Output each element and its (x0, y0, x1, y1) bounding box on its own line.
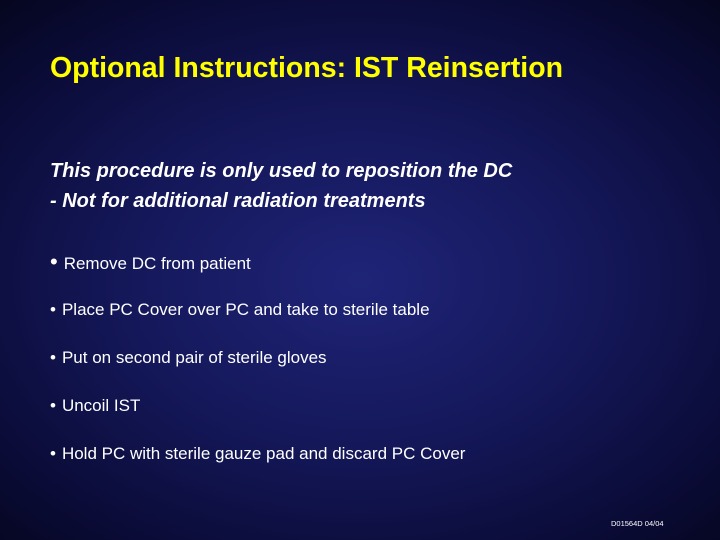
bullet-icon: • (50, 444, 56, 463)
bullet-icon: • (50, 348, 56, 367)
bullet-icon: • (50, 396, 56, 415)
bullet-text: Put on second pair of sterile gloves (61, 348, 327, 367)
bullet-text: Uncoil IST (61, 396, 141, 415)
bullet-item (50, 249, 251, 275)
subtitle-line-1: This procedure is only used to reposition the DC (50, 160, 513, 182)
slide-subtitle (50, 156, 512, 216)
bullet-text: Place PC Cover over PC and take to sterile table (61, 300, 430, 319)
bullet-item (50, 300, 430, 320)
bullet-item (50, 396, 140, 416)
document-code: D01564D 04/04 (611, 519, 664, 528)
bullet-icon: • (50, 249, 58, 274)
slide-title: Optional Instructions: IST Reinsertion (50, 52, 564, 84)
bullet-item (50, 444, 465, 464)
bullet-item (50, 348, 327, 368)
bullet-icon: • (50, 300, 56, 319)
subtitle-line-2: - Not for additional radiation treatments (50, 190, 426, 212)
bullet-text: Remove DC from patient (63, 254, 251, 273)
bullet-text: Hold PC with sterile gauze pad and discard PC Cover (61, 444, 466, 463)
